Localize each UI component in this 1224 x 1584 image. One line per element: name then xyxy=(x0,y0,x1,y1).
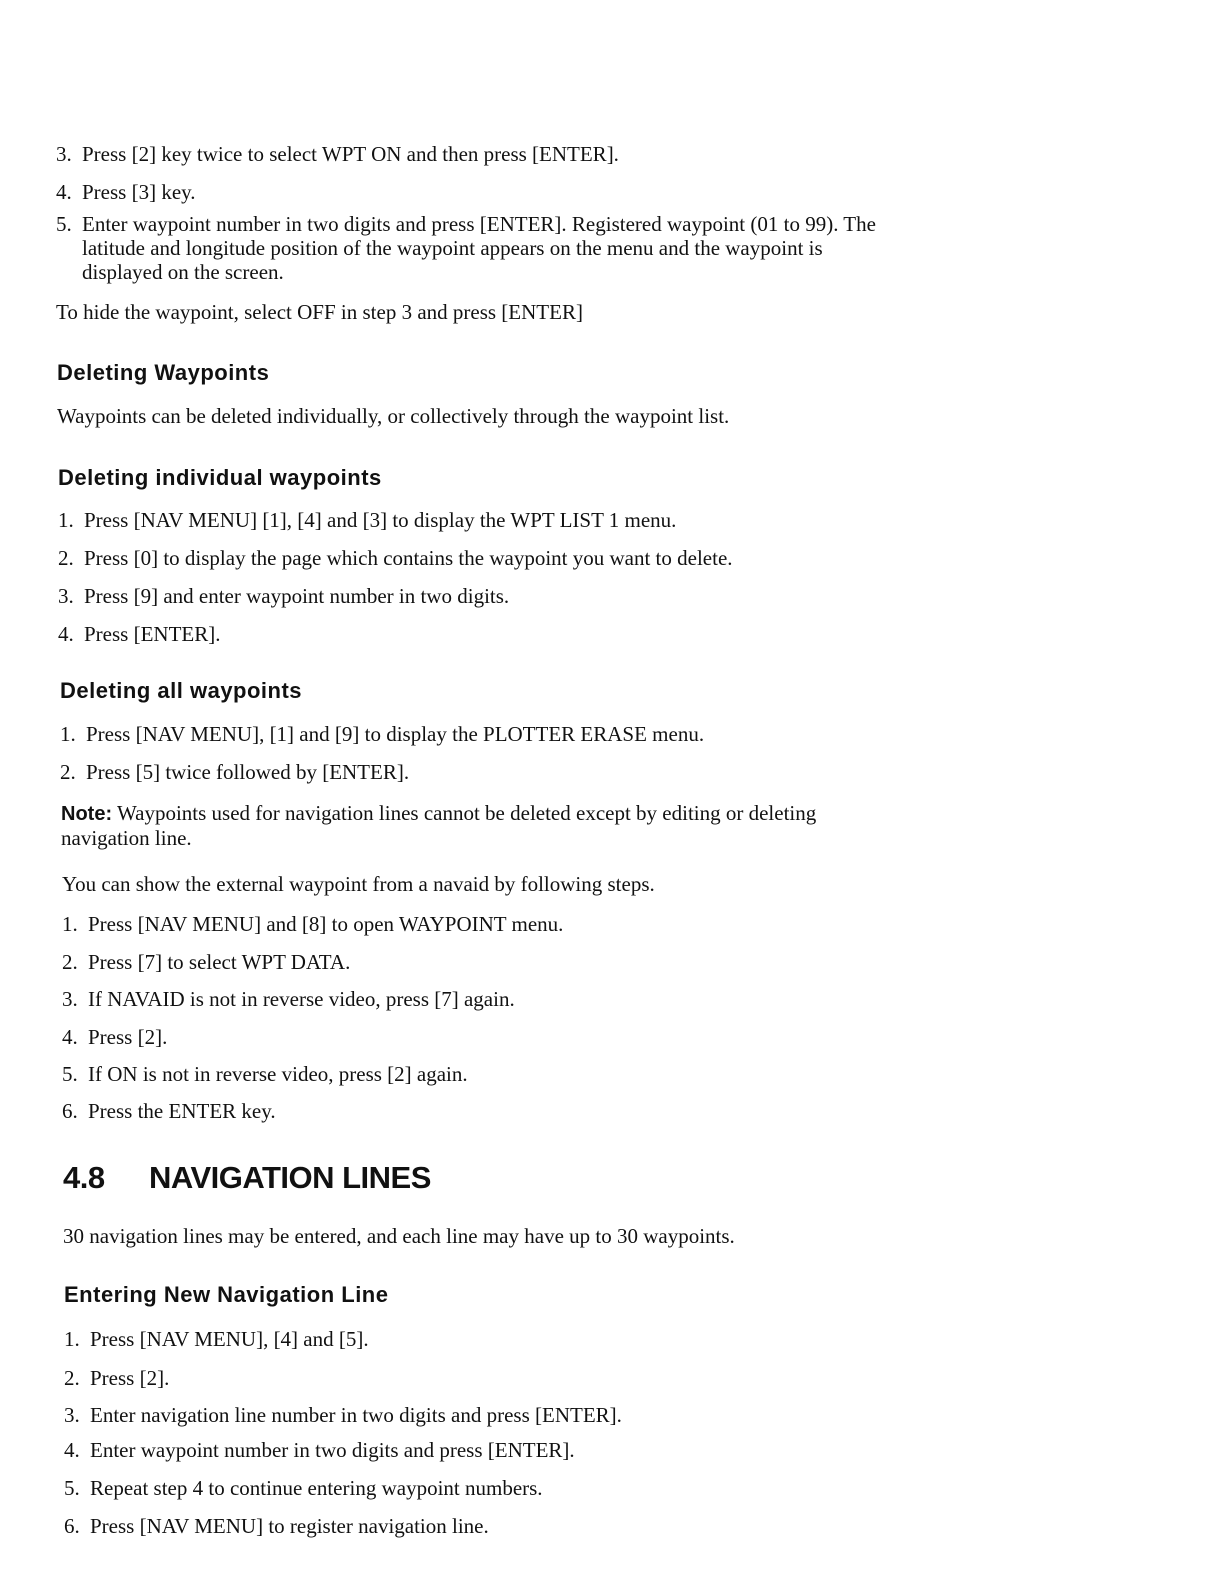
section-title: NAVIGATION LINES xyxy=(149,1160,431,1195)
section-number: 4.8 xyxy=(63,1160,105,1195)
intro-step-5: 5. Enter waypoint number in two digits and press [ENTER]. Registered waypoint (01 to 99). The xyxy=(56,212,876,236)
external-step: 1. Press [NAV MENU] and [8] to open WAYPOINT menu. xyxy=(62,912,564,936)
external-step: 5. If ON is not in reverse video, press [2] again. xyxy=(62,1062,468,1086)
note xyxy=(61,801,816,826)
external-step: 6. Press the ENTER key. xyxy=(62,1099,276,1123)
entering-step: 5. Repeat step 4 to continue entering waypoint numbers. xyxy=(64,1476,543,1500)
entering-step: 6. Press [NAV MENU] to register navigation line. xyxy=(64,1514,489,1538)
intro-step-5-cont-1: latitude and longitude position of the waypoint appears on the menu and the waypoint is xyxy=(82,236,823,260)
heading-entering-new-line: Entering New Navigation Line xyxy=(64,1282,389,1307)
note-cont: navigation line. xyxy=(61,826,192,850)
external-step: 4. Press [2]. xyxy=(62,1025,168,1049)
entering-step: 1. Press [NAV MENU], [4] and [5]. xyxy=(64,1327,369,1351)
external-step: 3. If NAVAID is not in reverse video, press [7] again. xyxy=(62,987,515,1011)
individual-step: 1. Press [NAV MENU] [1], [4] and [3] to display the WPT LIST 1 menu. xyxy=(58,508,677,532)
individual-step: 2. Press [0] to display the page which contains the waypoint you want to delete. xyxy=(58,546,733,570)
heading-deleting-all: Deleting all waypoints xyxy=(60,678,303,703)
individual-step: 4. Press [ENTER]. xyxy=(58,622,221,646)
individual-step: 3. Press [9] and enter waypoint number in two digits. xyxy=(58,584,510,608)
entering-step: 2. Press [2]. xyxy=(64,1366,170,1390)
section-text: 30 navigation lines may be entered, and each line may have up to 30 waypoints. xyxy=(63,1224,735,1248)
intro-step-3: 3. Press [2] key twice to select WPT ON and then press [ENTER]. xyxy=(56,142,619,166)
all-step: 2. Press [5] twice followed by [ENTER]. xyxy=(60,760,410,784)
heading-deleting-waypoints: Deleting Waypoints xyxy=(57,360,270,385)
external-step: 2. Press [7] to select WPT DATA. xyxy=(62,950,351,974)
deleting-waypoints-text: Waypoints can be deleted individually, or collectively through the waypoint list. xyxy=(57,404,730,428)
hide-waypoint-note: To hide the waypoint, select OFF in step 3 and press [ENTER] xyxy=(56,300,583,324)
entering-step: 3. Enter navigation line number in two digits and press [ENTER]. xyxy=(64,1403,622,1427)
section-heading xyxy=(63,1160,431,1196)
intro-step-4: 4. Press [3] key. xyxy=(56,180,196,204)
heading-deleting-individual: Deleting individual waypoints xyxy=(58,465,382,490)
entering-step: 4. Enter waypoint number in two digits and press [ENTER]. xyxy=(64,1438,575,1462)
note-text: Waypoints used for navigation lines cannot be deleted except by editing or deleting xyxy=(116,801,817,825)
intro-step-5-cont-2: displayed on the screen. xyxy=(82,260,284,284)
note-label: Note: xyxy=(61,803,113,825)
all-step: 1. Press [NAV MENU], [1] and [9] to display the PLOTTER ERASE menu. xyxy=(60,722,705,746)
external-intro: You can show the external waypoint from a navaid by following steps. xyxy=(62,872,655,896)
